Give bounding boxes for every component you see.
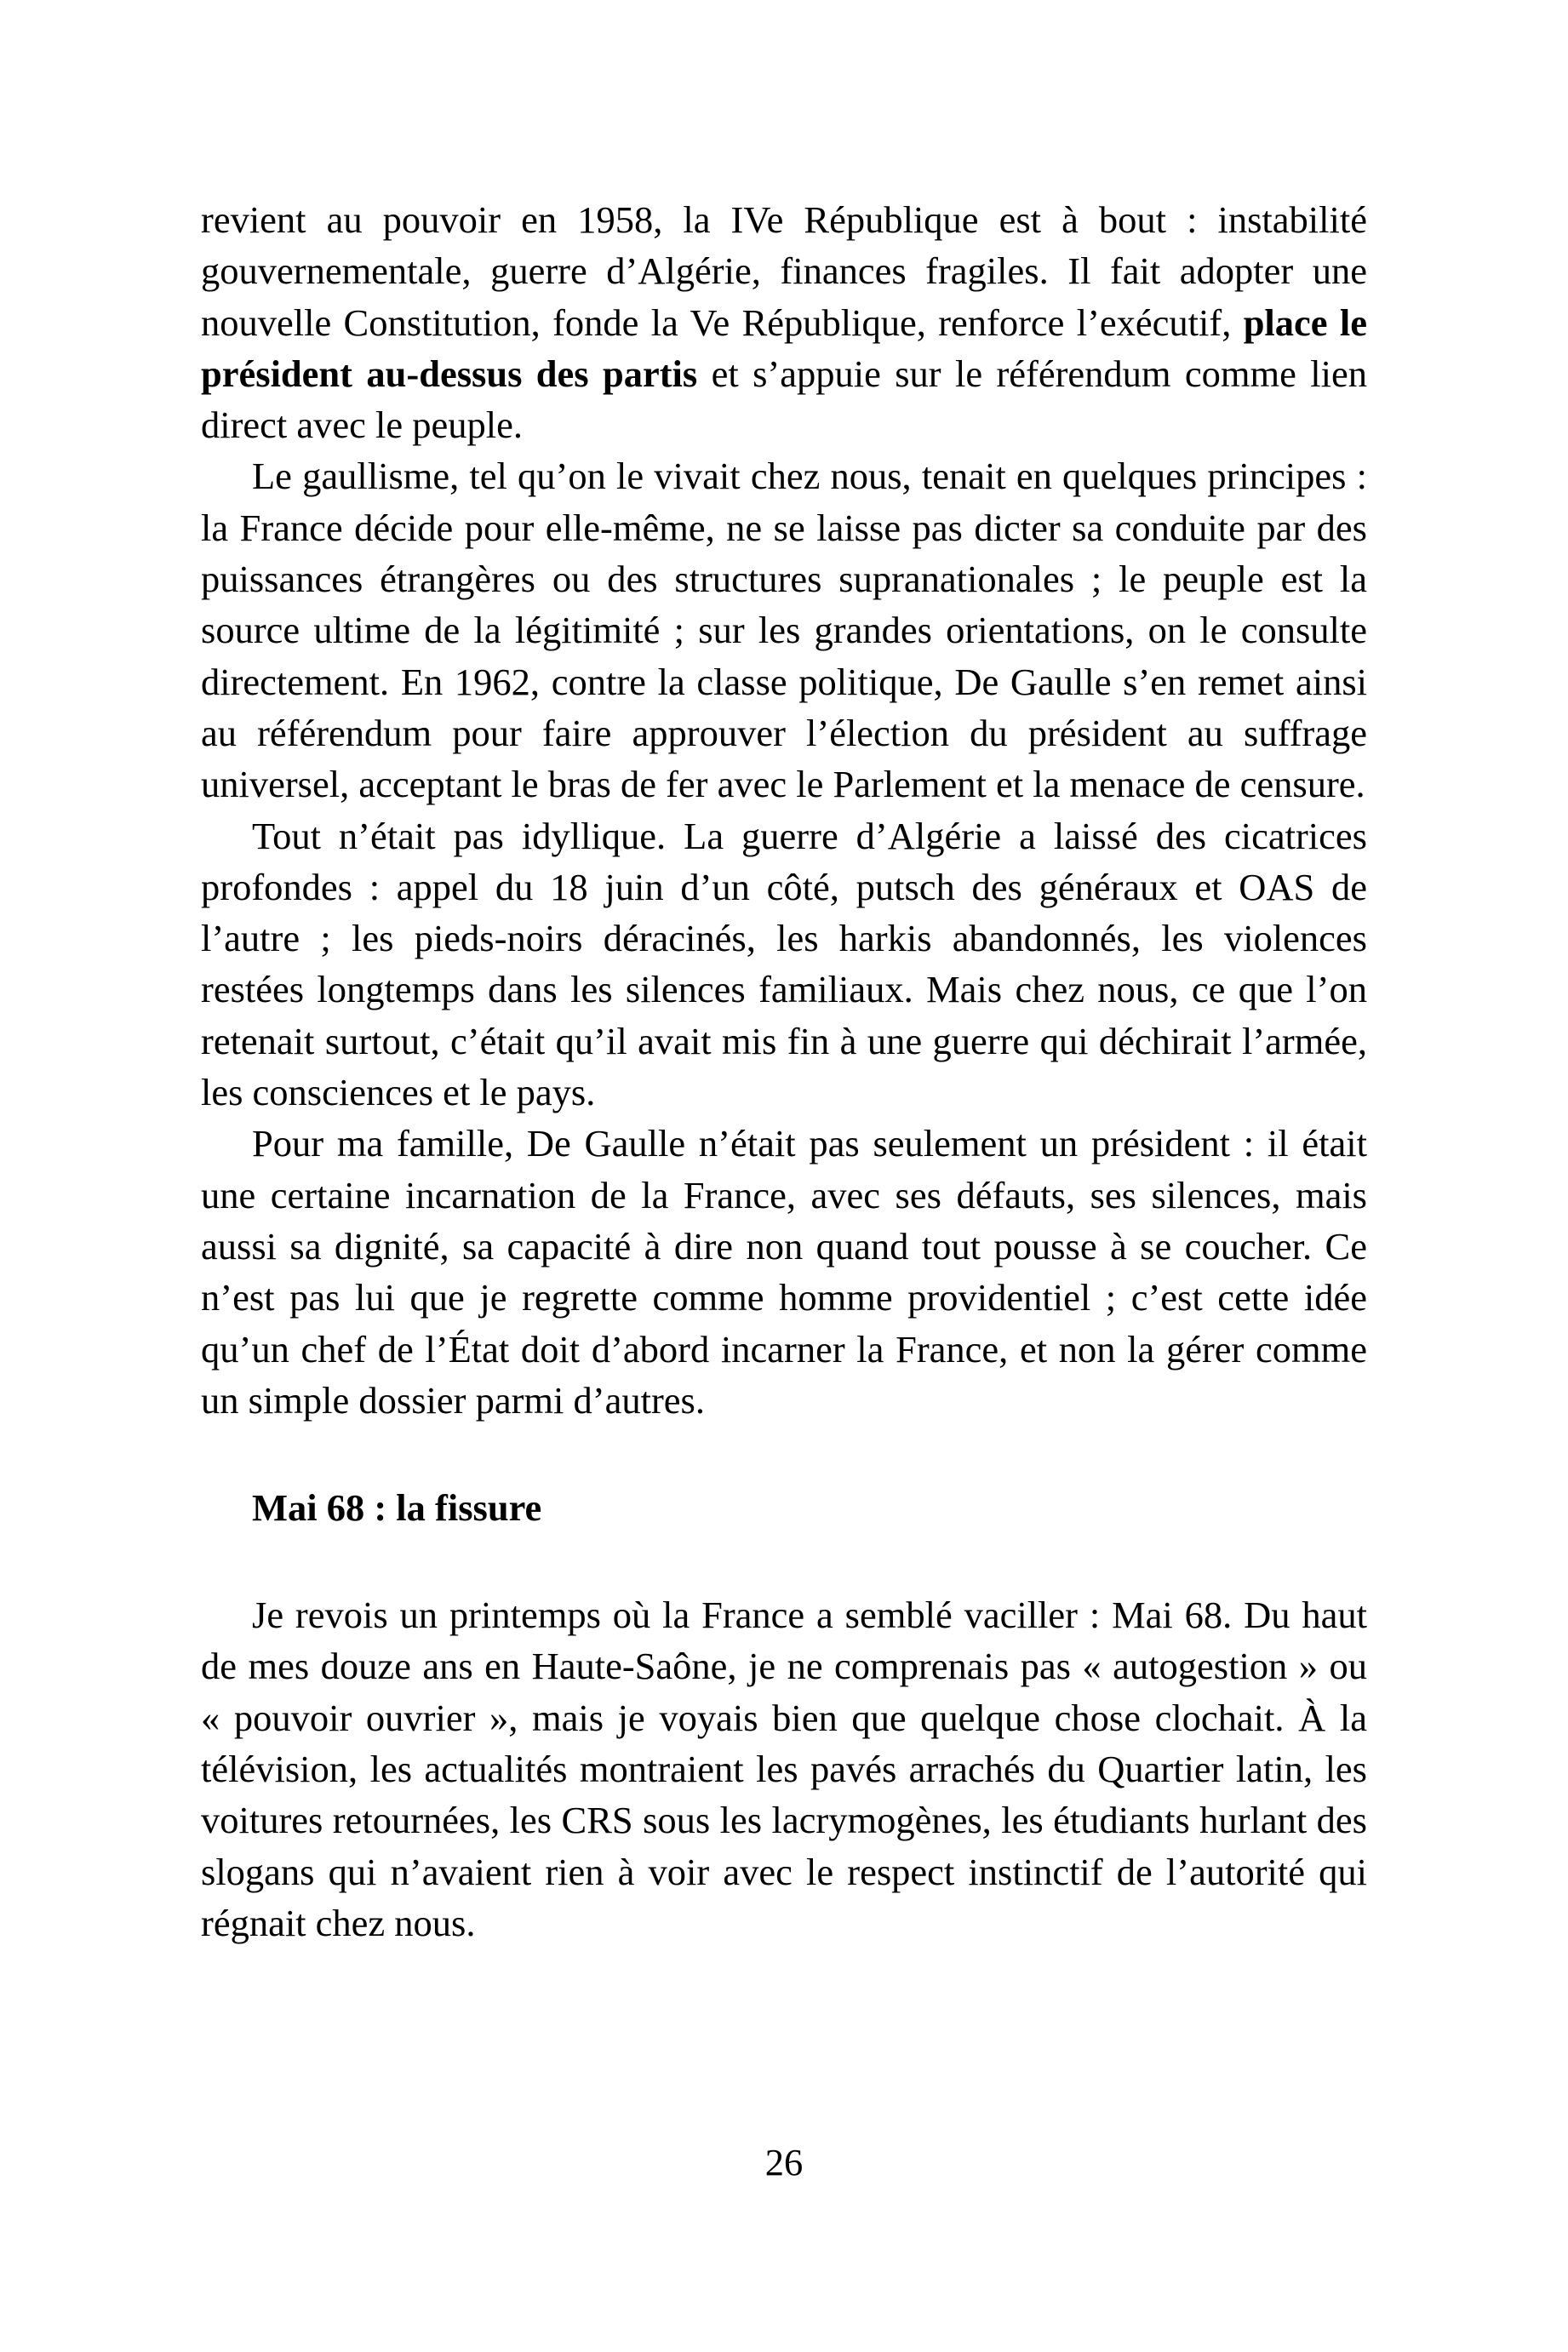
bold-phrase: place le président au-dessus des partis <box>201 300 1367 395</box>
paragraph-4: Pour ma famille, De Gaulle n’était pas seulement un président : il était une certaine incarnation de la France, avec ses défauts, ses silences, mais aussi sa dignité, sa capacité à dire non quand tout pousse à se coucher. Ce n’est pas lui que je regrette comme homme providentiel ; c’est cette idée qu’un chef de l’État doit d’abord incarner la France, et non la gérer comme un simple dossier parmi d’autres. <box>201 1122 1367 1422</box>
body-text <box>201 194 1367 1949</box>
paragraph-1-part-1: revient au pouvoir en 1958, la IVe République est à bout : instabilité gouvernementale, guerre d’Algérie, finances fragiles. Il fait adopter une nouvelle Constitution, fonde la Ve République, renforce l’exécutif, <box>201 198 1367 344</box>
section-paragraph: Je revois un printemps où la France a semblé vaciller : Mai 68. Du haut de mes douze ans en Haute-Saône, je ne comprenais pas « autogestion » ou « pouvoir ouvrier », mais je voyais bien que quelque chose clochait. À la télévision, les actualités montraient les pavés arrachés du Quartier latin, les voitures retournées, les CRS sous les lacrymogènes, les étudiants hurlant des slogans qui n’avaient rien à voir avec le respect instinctif de l’autorité qui régnait chez nous. <box>201 1594 1367 1944</box>
section-heading: Mai 68 : la fissure <box>252 1486 542 1530</box>
paragraph-1 <box>201 194 1367 450</box>
paragraph-2: Le gaullisme, tel qu’on le vivait chez nous, tenait en quelques principes : la France décide pour elle-même, ne se laisse pas dicter sa conduite par des puissances étrangères ou des structures supranationales ; le peuple est la source ultime de la légitimité ; sur les grandes orientations, on le consulte directement. En 1962, contre la classe politique, De Gaulle s’en remet ainsi au référendum pour faire approuver l’élection du président au suffrage universel, acceptant le bras de fer avec le Parlement et la menace de censure. <box>201 455 1367 806</box>
paragraph-1-part-3: et s’appuie sur le référendum comme lien direct avec le peuple. <box>201 352 1367 447</box>
page-number: 26 <box>764 2141 804 2183</box>
paragraph-3: Tout n’était pas idyllique. La guerre d’Algérie a laissé des cicatrices profondes : appel du 18 juin d’un côté, putsch des généraux et OAS de l’autre ; les pieds-noirs déracinés, les harkis abandonnés, les violences restées longtemps dans les silences familiaux. Mais chez nous, ce que l’on retenait surtout, c’était qu’il avait mis fin à une guerre qui déchirait l’armée, les consciences et le pays. <box>201 814 1367 1114</box>
